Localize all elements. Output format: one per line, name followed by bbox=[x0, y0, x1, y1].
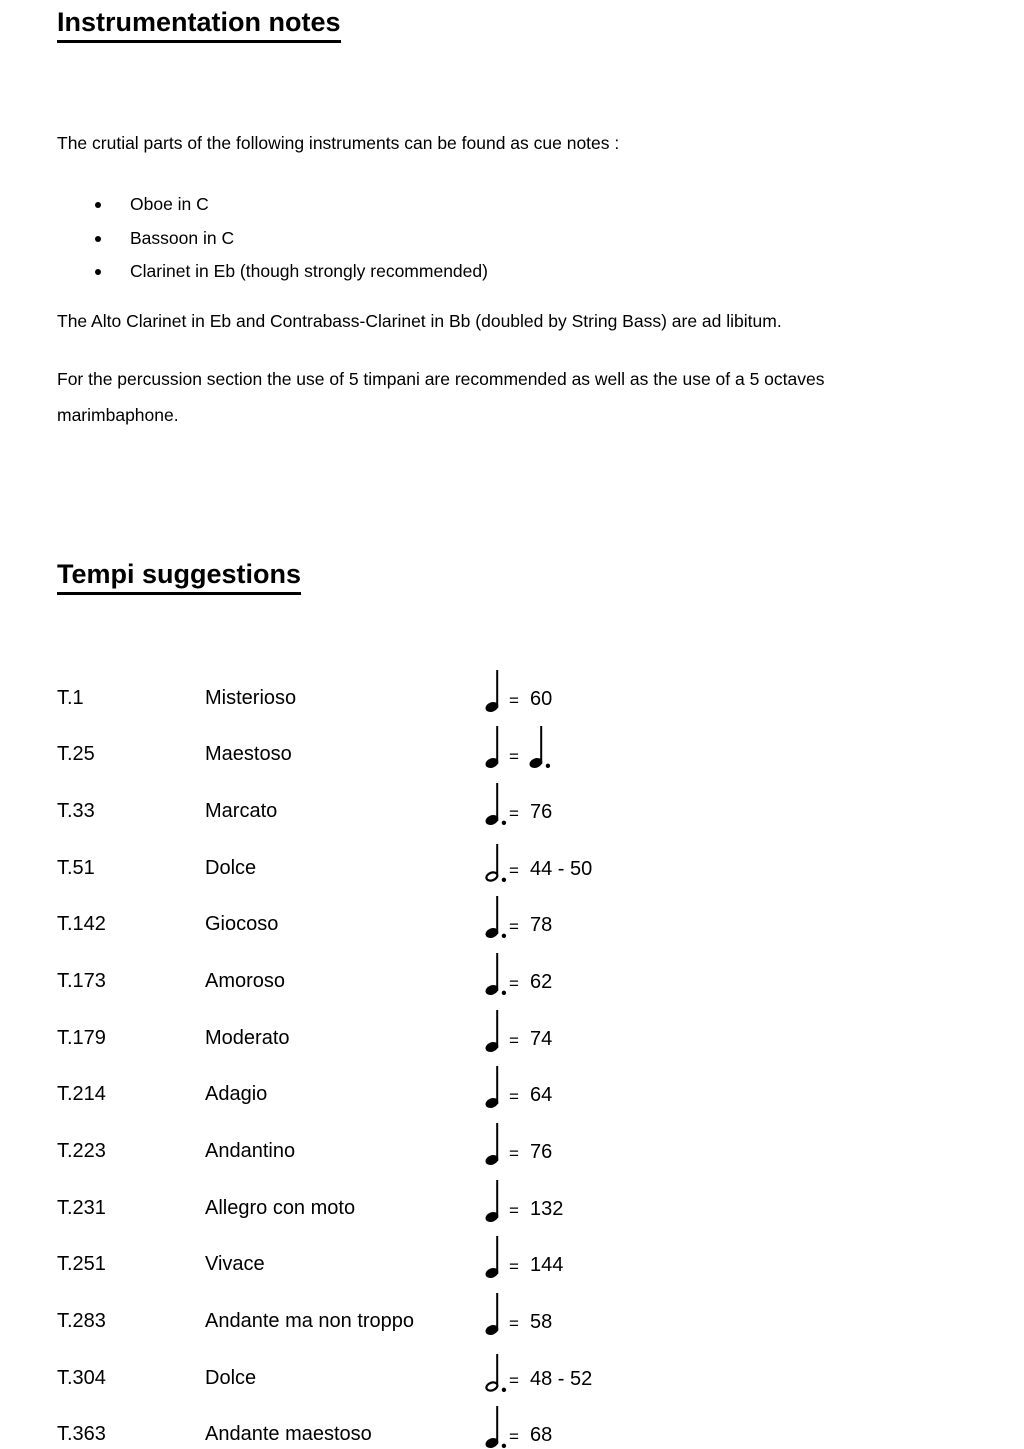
tempo-value-note-icon bbox=[529, 665, 553, 713]
tempo-value: 58 bbox=[530, 1311, 553, 1334]
tempo-value-note-icon bbox=[529, 891, 553, 939]
equals-sign: = bbox=[509, 803, 519, 823]
tempo-value-note-icon bbox=[529, 1005, 553, 1053]
tempo-row bbox=[57, 949, 967, 1006]
tempo-value: 132 bbox=[530, 1197, 564, 1220]
tempo-name: Giocoso bbox=[205, 913, 279, 936]
equals-sign: = bbox=[509, 1030, 519, 1050]
tempo-value-note-icon bbox=[529, 1175, 553, 1223]
rehearsal-mark: T.283 bbox=[57, 1310, 106, 1333]
tempo-value-note-icon bbox=[529, 721, 553, 769]
list-item-label: Bassoon in C bbox=[130, 227, 235, 248]
equals-sign: = bbox=[509, 747, 519, 767]
list-item bbox=[57, 222, 967, 256]
tempo-note-icon bbox=[485, 721, 509, 769]
equals-sign: = bbox=[509, 1427, 519, 1447]
tempo-name: Vivace bbox=[205, 1253, 265, 1276]
rehearsal-mark: T.223 bbox=[57, 1140, 106, 1162]
cue-instrument-list bbox=[57, 188, 967, 289]
tempo-name: Andante maestoso bbox=[205, 1423, 372, 1446]
tempo-value: 144 bbox=[530, 1254, 564, 1277]
equals-sign: = bbox=[509, 1314, 519, 1334]
tempo-note-icon bbox=[485, 1175, 509, 1223]
tempo-value: 62 bbox=[530, 970, 553, 993]
tempo-name: Misterioso bbox=[205, 686, 297, 709]
tempo-value: 68 bbox=[530, 1424, 553, 1447]
tempo-note-icon bbox=[485, 665, 509, 713]
tempo-value-note-icon bbox=[529, 1061, 553, 1109]
tempo-name: Andantino bbox=[205, 1140, 296, 1162]
rehearsal-mark: T.179 bbox=[57, 1026, 106, 1049]
percussion-paragraph-line: marimbaphone. bbox=[57, 404, 179, 425]
tempo-value: 74 bbox=[530, 1027, 553, 1050]
tempo-value-note-icon bbox=[529, 1118, 553, 1166]
tempo-value-note-icon bbox=[529, 778, 553, 826]
instrumentation-heading bbox=[57, 6, 967, 43]
instrumentation-heading-text: Instrumentation notes bbox=[57, 6, 341, 43]
equals-sign: = bbox=[509, 1144, 519, 1163]
tempo-note-icon bbox=[485, 1288, 509, 1336]
tempo-note-icon bbox=[485, 1061, 509, 1109]
tempo-row bbox=[57, 1176, 967, 1233]
tempo-row bbox=[57, 666, 967, 723]
equals-sign: = bbox=[509, 1257, 519, 1277]
tempo-row bbox=[57, 1402, 967, 1449]
rehearsal-mark: T.1 bbox=[57, 686, 84, 709]
tempo-name: Dolce bbox=[205, 1366, 257, 1389]
tempo-note-icon bbox=[485, 1231, 509, 1279]
tempo-row bbox=[57, 1062, 967, 1119]
tempo-note-icon bbox=[485, 1401, 509, 1449]
rehearsal-mark: T.214 bbox=[57, 1083, 106, 1106]
tempo-row bbox=[57, 1119, 967, 1176]
tempo-row bbox=[57, 892, 967, 949]
rehearsal-mark: T.173 bbox=[57, 969, 106, 992]
percussion-paragraph-line: For the percussion section the use of 5 timpani are recommended as well as the use of a 5 octaves bbox=[57, 368, 825, 389]
tempo-row bbox=[57, 1289, 967, 1346]
list-item bbox=[57, 255, 967, 289]
rehearsal-mark: T.363 bbox=[57, 1423, 106, 1446]
equals-sign: = bbox=[509, 1087, 519, 1107]
tempo-name: Maestoso bbox=[205, 743, 292, 766]
tempo-value: 78 bbox=[530, 914, 553, 937]
bullet-icon bbox=[95, 269, 101, 275]
equals-sign: = bbox=[509, 1200, 519, 1220]
rehearsal-mark: T.51 bbox=[57, 856, 95, 879]
tempo-row bbox=[57, 1006, 967, 1063]
rehearsal-mark: T.142 bbox=[57, 913, 106, 936]
tempo-row bbox=[57, 779, 967, 836]
tempo-note-icon bbox=[485, 948, 509, 996]
tempo-row bbox=[57, 1232, 967, 1289]
rehearsal-mark: T.231 bbox=[57, 1196, 106, 1219]
bullet-icon bbox=[95, 202, 101, 208]
tempi-heading-text: Tempi suggestions bbox=[57, 558, 301, 595]
equals-sign: = bbox=[509, 1370, 519, 1390]
tempo-row bbox=[57, 1346, 967, 1403]
tempo-value: 44 - 50 bbox=[530, 857, 593, 880]
tempo-name: Dolce bbox=[205, 856, 257, 879]
tempo-note-icon bbox=[485, 1005, 509, 1053]
tempo-value: 76 bbox=[530, 1141, 553, 1163]
list-item-label: Clarinet in Eb (though strongly recommended) bbox=[130, 261, 488, 281]
tempo-note-icon bbox=[485, 1118, 509, 1166]
equals-sign: = bbox=[509, 860, 519, 880]
tempo-note-icon bbox=[485, 1345, 509, 1393]
tempo-value-note-icon bbox=[529, 1231, 553, 1279]
tempo-value-note-icon bbox=[529, 835, 553, 883]
tempo-value: 64 bbox=[530, 1084, 553, 1107]
tempo-name: Amoroso bbox=[205, 969, 286, 992]
tempo-value: 76 bbox=[530, 800, 553, 823]
tempo-name: Marcato bbox=[205, 799, 278, 822]
tempo-note-icon bbox=[485, 835, 509, 883]
tempo-row bbox=[57, 836, 967, 893]
cue-notes-intro: The crutial parts of the following instruments can be found as cue notes : bbox=[57, 133, 620, 153]
rehearsal-mark: T.251 bbox=[57, 1253, 106, 1276]
ad-libitum-paragraph: The Alto Clarinet in Eb and Contrabass-Clarinet in Bb (doubled by String Bass) are ad libitum. bbox=[57, 310, 782, 331]
tempo-value-note-icon bbox=[529, 948, 553, 996]
percussion-paragraph bbox=[57, 361, 967, 433]
rehearsal-mark: T.304 bbox=[57, 1366, 106, 1389]
document-content bbox=[57, 0, 967, 1449]
tempi-table bbox=[57, 666, 967, 1449]
tempo-name: Adagio bbox=[205, 1083, 268, 1106]
rehearsal-mark: T.25 bbox=[57, 743, 95, 766]
tempo-value: 48 - 52 bbox=[530, 1367, 593, 1390]
tempo-value: 60 bbox=[530, 687, 553, 710]
tempo-name: Allegro con moto bbox=[205, 1196, 356, 1219]
tempo-name: Andante ma non troppo bbox=[205, 1310, 415, 1333]
list-item-label: Oboe in C bbox=[130, 194, 209, 214]
tempo-note-icon bbox=[485, 891, 509, 939]
tempo-name: Moderato bbox=[205, 1026, 290, 1049]
tempo-note-icon bbox=[485, 778, 509, 826]
rehearsal-mark: T.33 bbox=[57, 799, 95, 822]
tempo-value-note-icon bbox=[529, 1288, 553, 1336]
tempo-value-note-icon bbox=[529, 1401, 553, 1449]
equals-sign: = bbox=[509, 973, 519, 993]
list-item bbox=[57, 188, 967, 222]
equals-sign: = bbox=[509, 690, 519, 710]
bullet-icon bbox=[95, 236, 101, 242]
tempi-heading bbox=[57, 558, 967, 595]
equals-sign: = bbox=[509, 917, 519, 937]
tempo-value-note-icon bbox=[529, 1345, 553, 1393]
tempo-row bbox=[57, 722, 967, 779]
